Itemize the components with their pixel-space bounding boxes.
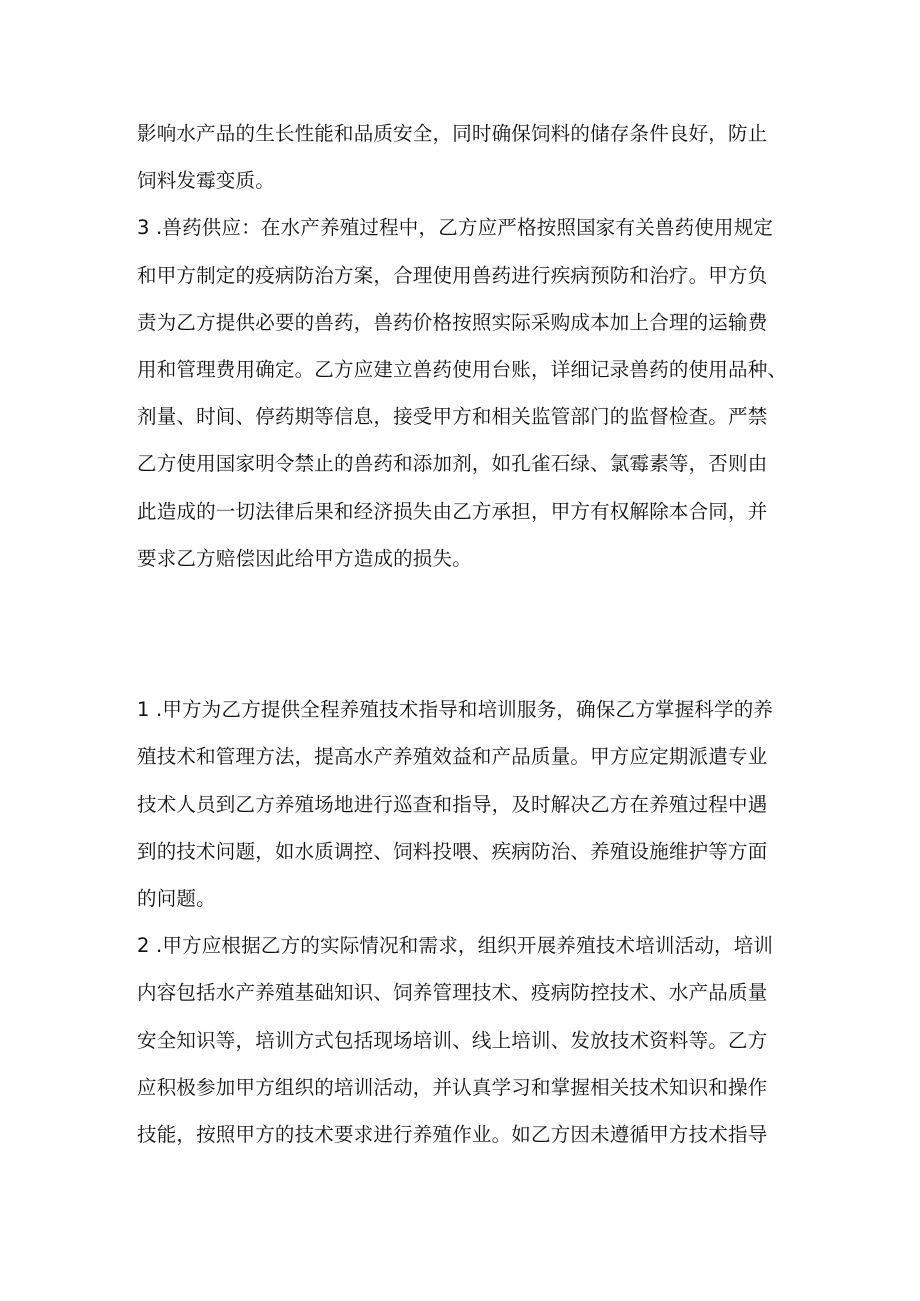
text-line: 1 .甲方为乙方提供全程养殖技术指导和培训服务，确保乙方掌握科学的养 (137, 698, 774, 721)
text-line: 技能，按照甲方的技术要求进行养殖作业。如乙方因未遵循甲方技术指导 (137, 1123, 768, 1146)
text-line: 应积极参加甲方组织的培训活动，并认真学习和掌握相关技术知识和操作 (137, 1076, 768, 1099)
text-line: 到的技术问题，如水质调控、饲料投喂、疾病防治、养殖设施维护等方面 (137, 840, 768, 863)
text-line: 安全知识等，培训方式包括现场培训、线上培训、发放技术资料等。乙方 (137, 1029, 768, 1052)
text-line: 饲料发霉变质。 (137, 169, 275, 192)
text-line: 责为乙方提供必要的兽药，兽药价格按照实际采购成本加上合理的运输费 (137, 311, 768, 334)
text-line: 剂量、时间、停药期等信息，接受甲方和相关监管部门的监督检查。严禁 (137, 405, 768, 428)
text-line: 此造成的一切法律后果和经济损失由乙方承担，甲方有权解除本合同，并 (137, 500, 768, 523)
text-line: 内容包括水产养殖基础知识、饲养管理技术、疫病防控技术、水产品质量 (137, 981, 768, 1004)
text-line: 影响水产品的生长性能和品质安全，同时确保饲料的储存条件良好，防止 (137, 122, 768, 145)
text-line: 3 .兽药供应：在水产养殖过程中，乙方应严格按照国家有关兽药使用规定 (137, 216, 774, 239)
text-line: 2 .甲方应根据乙方的实际情况和需求，组织开展养殖技术培训活动，培训 (137, 934, 774, 957)
text-line: 的问题。 (137, 887, 216, 910)
text-line: 殖技术和管理方法，提高水产养殖效益和产品质量。甲方应定期派遣专业 (137, 745, 768, 768)
text-line: 用和管理费用确定。乙方应建立兽药使用台账，详细记录兽药的使用品种、 (137, 358, 788, 381)
text-line: 技术人员到乙方养殖场地进行巡查和指导，及时解决乙方在养殖过程中遇 (137, 793, 768, 816)
text-line: 要求乙方赔偿因此给甲方造成的损失。 (137, 547, 472, 570)
text-line: 和甲方制定的疫病防治方案，合理使用兽药进行疾病预防和治疗。甲方负 (137, 264, 768, 287)
text-line: 乙方使用国家明令禁止的兽药和添加剂，如孔雀石绿、氯霉素等，否则由 (137, 452, 768, 475)
